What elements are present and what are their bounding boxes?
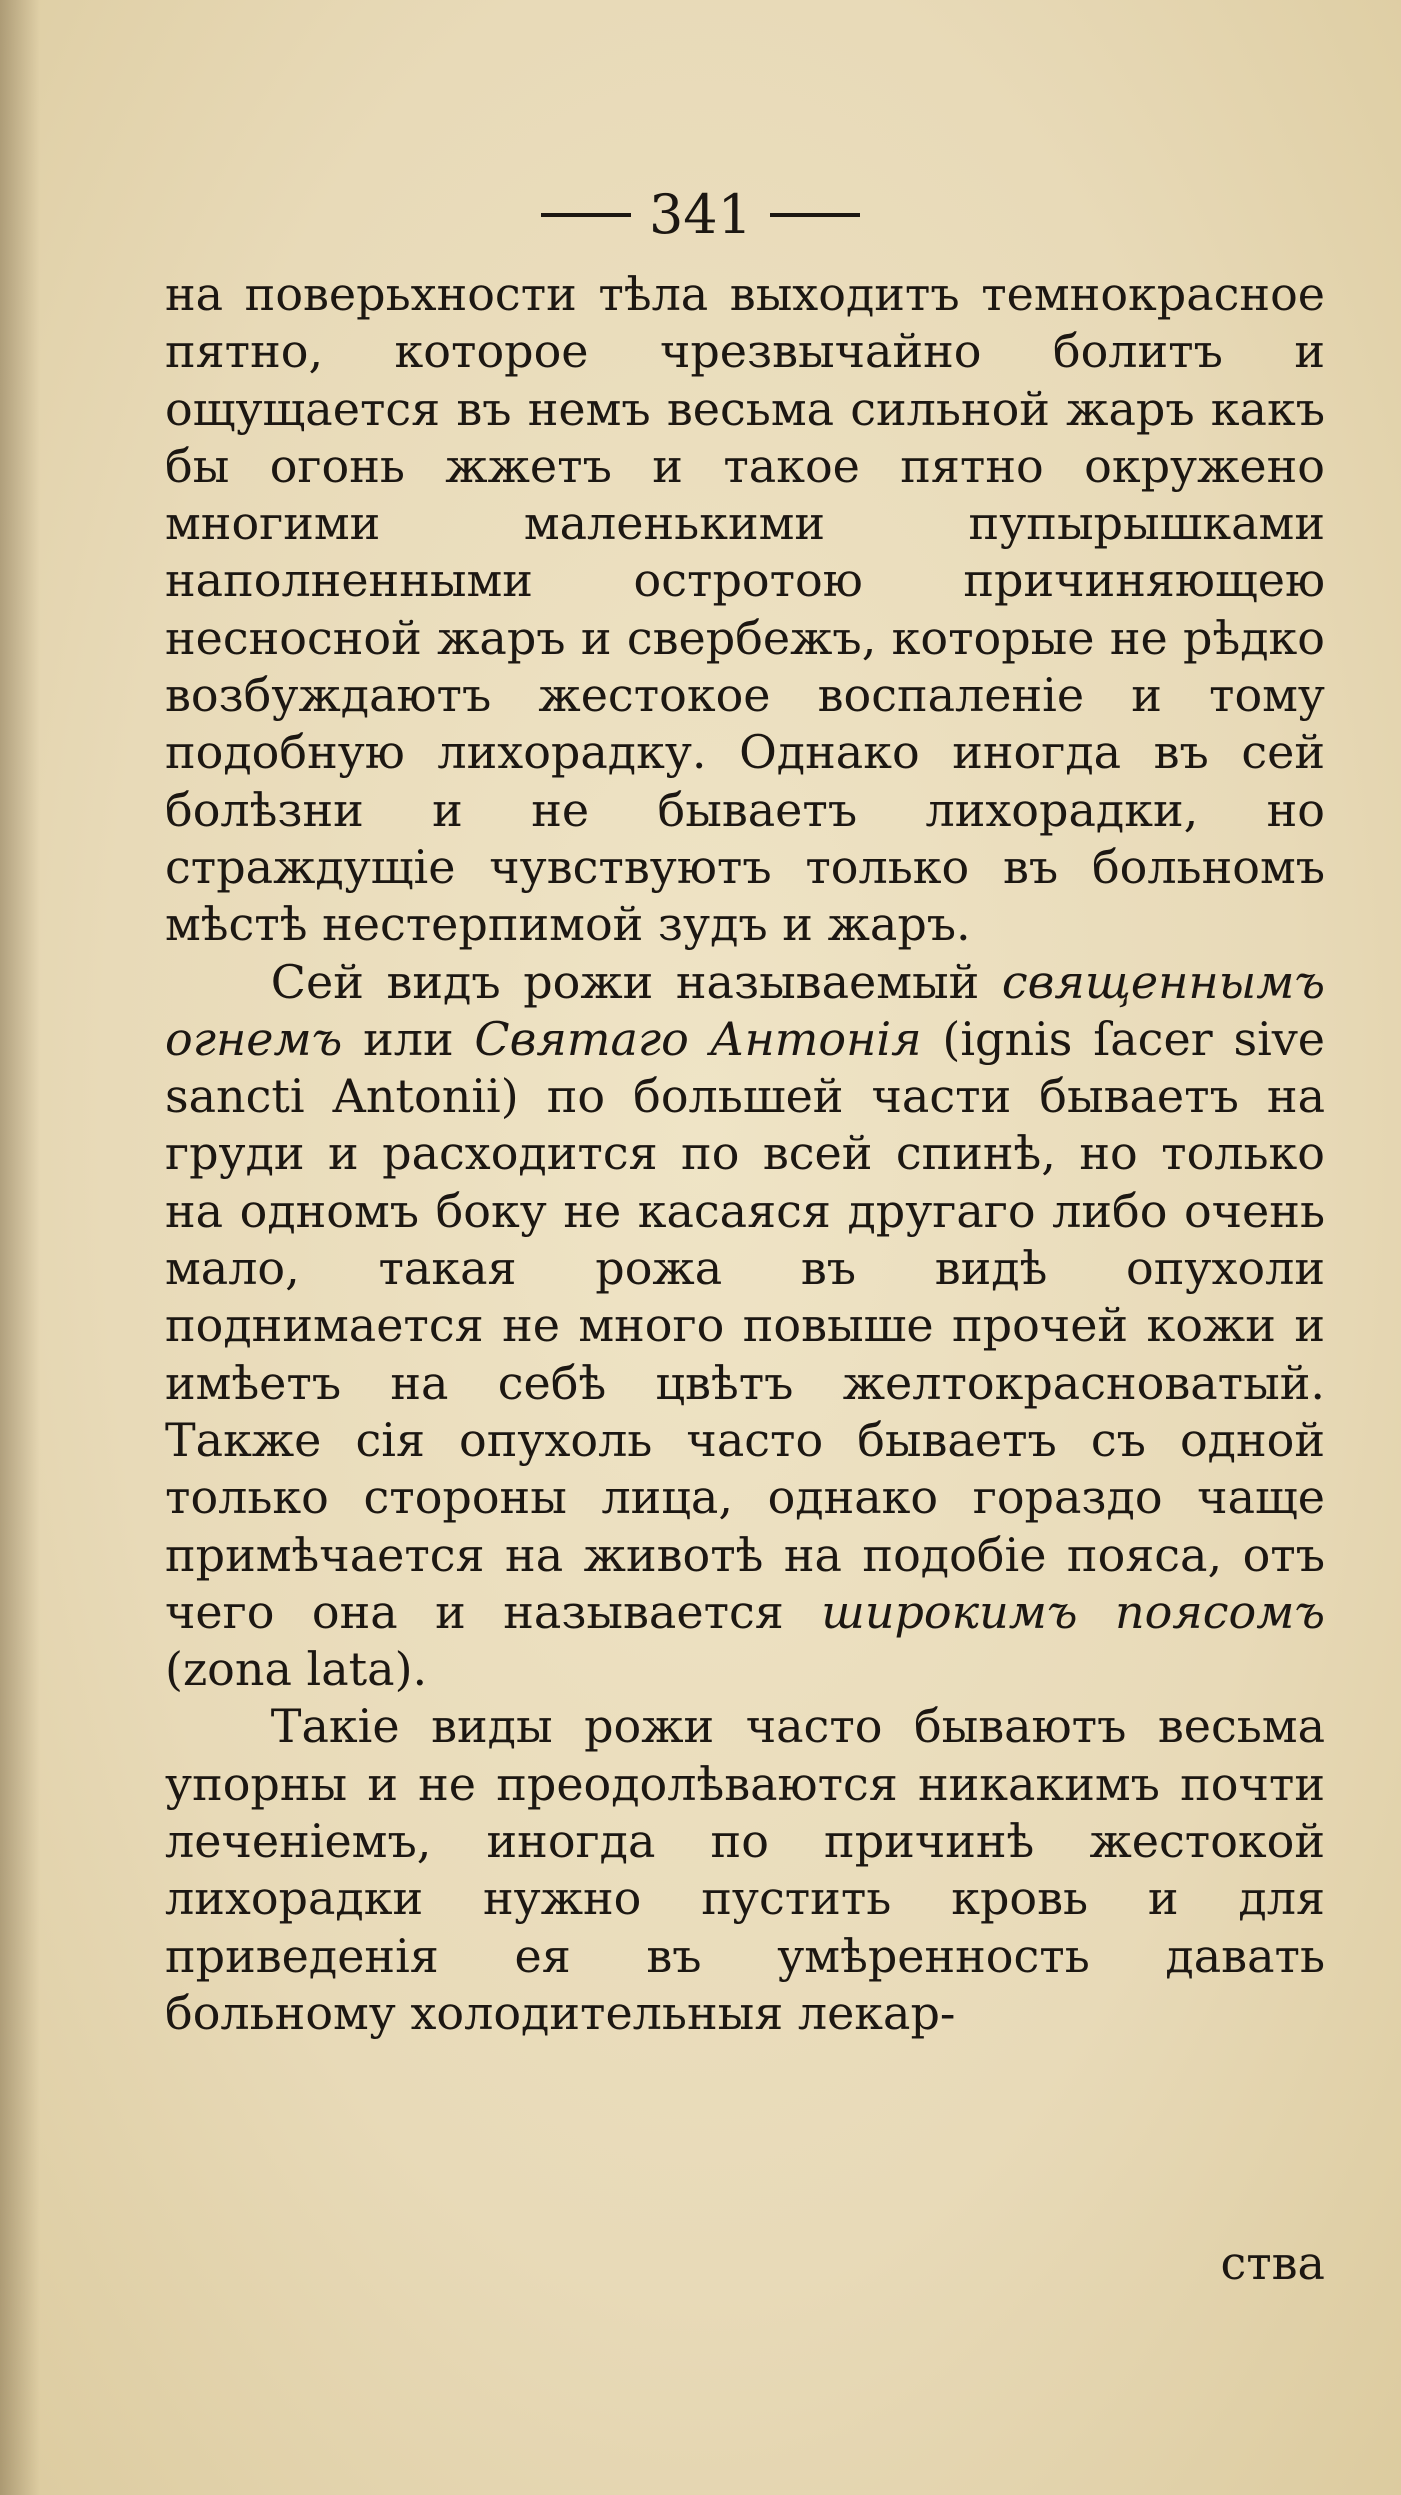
catchword: ства xyxy=(1220,2236,1325,2290)
term-sacred-fire: священнымъ огнемъ xyxy=(165,954,1325,1066)
p2-run-3: или xyxy=(342,1011,475,1066)
paragraph-2 xyxy=(165,954,1325,1699)
p2-run-5: (ignis ſacer sive sanсti Antonii) по большей части бываетъ на груди и расходится по всей спинѣ, но только на одномъ боку не касаяся другаго либо очень мало, такая рожа въ видѣ опухоли поднимается не много повыше прочей кожи и имѣетъ на себѣ цвѣтъ желтокрасноватый. Также сія опухоль часто бываетъ съ одной только стороны лица, однако гораздо чаще примѣчается на животѣ на подобіе пояса, отъ чего она и называется xyxy=(165,1011,1325,1639)
p2-run-1: Сей видъ рожи называемый xyxy=(270,954,1002,1009)
header-rule-right xyxy=(770,213,860,217)
term-wide-belt: широкимъ поясомъ xyxy=(821,1584,1325,1639)
term-saint-anthony: Святаго Антонія xyxy=(474,1011,922,1066)
body-text xyxy=(165,266,1325,2042)
binding-shadow xyxy=(0,0,40,2495)
paragraph-3: Такіе виды рожи часто бываютъ весьма упорны и не преодолѣваются никакимъ почти леченіемъ, иногда по причинѣ жестокой лихорадки нужно пустить кровь и для приведенія ея въ умѣренность давать больному холодительныя лекар- xyxy=(165,1699,1325,2040)
paragraph-1: на поверьхности тѣла выходитъ темнокрасное пятно, которое чрезвычайно болитъ и ощущается въ немъ весьма сильной жаръ какъ бы огонь жжетъ и такое пятно окружено многими маленькими пупырышками наполненными остротою причиняющею несносной жаръ и свербежъ, которые не рѣдко возбуждаютъ жестокое воспаленіе и тому подобную лихорадку. Однако иногда въ сей болѣзни и не бываетъ лихорадки, но страждущіе чувствуютъ только въ больномъ мѣстѣ нестерпимой зудъ и жаръ. xyxy=(165,267,1325,952)
page-header xyxy=(0,183,1401,246)
header-rule-left xyxy=(541,213,631,217)
p2-run-7: (zona lata). xyxy=(165,1642,428,1697)
page-number: 341 xyxy=(648,183,753,246)
